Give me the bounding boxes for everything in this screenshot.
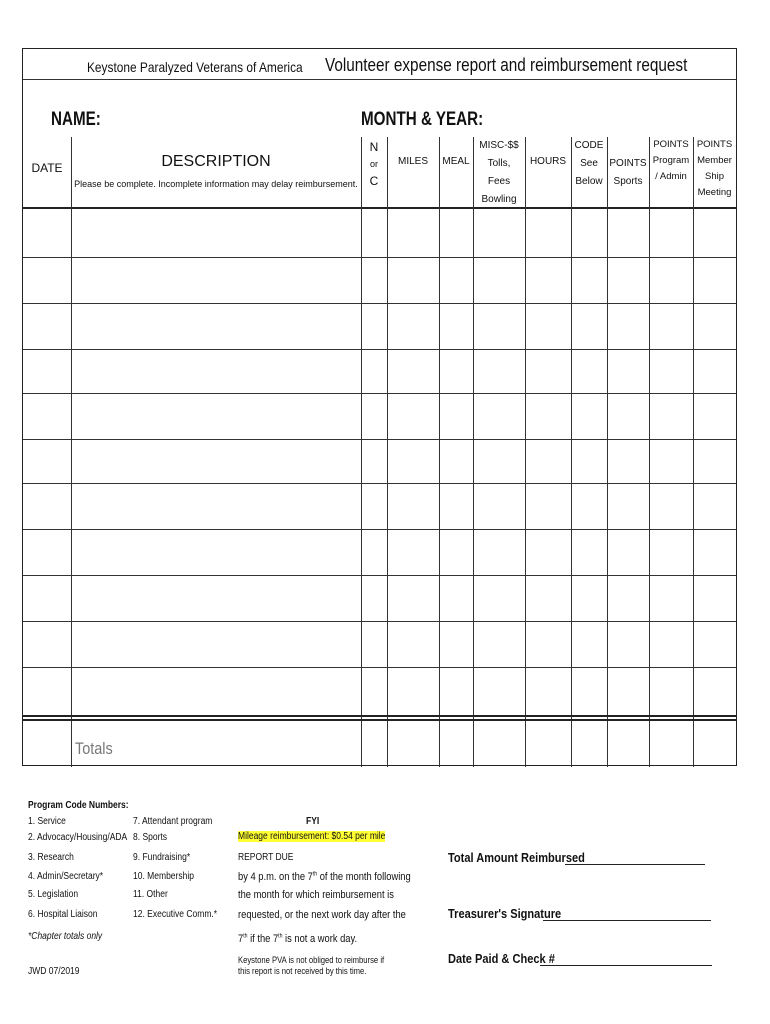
col-points-program: POINTS Program / Admin — [652, 139, 690, 182]
row-line — [23, 621, 736, 622]
row-line — [23, 439, 736, 440]
col-date: DATE — [31, 161, 63, 175]
totals-divider — [23, 715, 736, 717]
code-12: 12. Executive Comm.* — [133, 909, 218, 920]
code-5: 5. Legislation — [28, 889, 79, 900]
due-line-3: requested, or the next work day after the — [238, 909, 406, 921]
grid-line — [571, 137, 572, 767]
col-description: DESCRIPTION — [161, 153, 271, 170]
col-nc: N or C — [369, 140, 379, 188]
disclaimer-1: Keystone PVA is not obliged to reimburse if — [238, 955, 385, 965]
row-line — [23, 667, 736, 668]
col-points-sports: POINTS Sports — [609, 158, 647, 187]
grid-line — [693, 137, 694, 767]
due-line-1: by 4 p.m. on the 7th of the month following — [238, 871, 411, 883]
month-year-label: MONTH & YEAR: — [361, 109, 484, 130]
col-points-member: POINTS Member Ship Meeting — [696, 139, 733, 198]
code-10: 10. Membership — [133, 871, 194, 882]
chapter-note: *Chapter totals only — [28, 931, 103, 942]
total-reimbursed-label: Total Amount Reimbursed — [448, 850, 585, 865]
code-3: 3. Research — [28, 852, 74, 863]
name-label: NAME: — [51, 109, 101, 130]
grid-line — [71, 137, 72, 767]
totals-divider — [23, 719, 736, 721]
row-line — [23, 349, 736, 350]
date-paid-label: Date Paid & Check # — [448, 951, 555, 966]
code-8: 8. Sports — [133, 832, 168, 843]
expense-form — [22, 48, 737, 766]
treasurer-signature-label: Treasurer's Signature — [448, 906, 562, 921]
grid-line — [387, 137, 388, 767]
row-line — [23, 575, 736, 576]
col-misc: MISC-$$ Tolls, Fees Bowling — [479, 140, 519, 205]
org-name: Keystone Paralyzed Veterans of America — [87, 59, 303, 75]
col-miles: MILES — [397, 156, 428, 167]
code-9: 9. Fundraising* — [133, 852, 191, 863]
totals-label: Totals — [75, 739, 113, 758]
program-codes-heading: Program Code Numbers: — [28, 800, 129, 811]
grid-line — [439, 137, 440, 767]
grid-line — [361, 137, 362, 767]
row-line — [23, 303, 736, 304]
col-meal: MEAL — [442, 156, 470, 167]
code-4: 4. Admin/Secretary* — [28, 871, 104, 882]
header-divider — [23, 207, 736, 209]
col-hours: HOURS — [529, 156, 567, 167]
grid-line — [607, 137, 608, 767]
col-description-note: Please be complete. Incomplete information may delay reimbursement. — [74, 179, 358, 189]
row-line — [23, 483, 736, 484]
col-code: CODE See Below — [574, 140, 604, 187]
row-line — [23, 529, 736, 530]
grid-line — [525, 137, 526, 767]
fyi-heading: FYI — [306, 816, 320, 827]
code-7: 7. Attendant program — [133, 816, 213, 827]
grid-line — [473, 137, 474, 767]
divider — [23, 79, 736, 80]
form-title: Volunteer expense report and reimbursement request — [325, 55, 688, 75]
code-6: 6. Hospital Liaison — [28, 909, 98, 920]
version-label: JWD 07/2019 — [28, 966, 80, 977]
total-reimbursed-field[interactable] — [565, 864, 705, 865]
due-line-4: 7th if the 7th is not a work day. — [238, 933, 358, 945]
grid-line — [649, 137, 650, 767]
row-line — [23, 393, 736, 394]
code-1: 1. Service — [28, 816, 66, 827]
mileage-rate: Mileage reimbursement: $0.54 per mile — [238, 831, 386, 842]
due-line-2: the month for which reimbursement is — [238, 889, 394, 901]
date-paid-field[interactable] — [540, 965, 712, 966]
disclaimer-2: this report is not received by this time. — [238, 966, 367, 976]
row-line — [23, 257, 736, 258]
code-2: 2. Advocacy/Housing/ADA — [28, 832, 128, 843]
treasurer-signature-field[interactable] — [543, 920, 711, 921]
code-11: 11. Other — [133, 889, 168, 900]
report-due-heading: REPORT DUE — [238, 852, 294, 863]
